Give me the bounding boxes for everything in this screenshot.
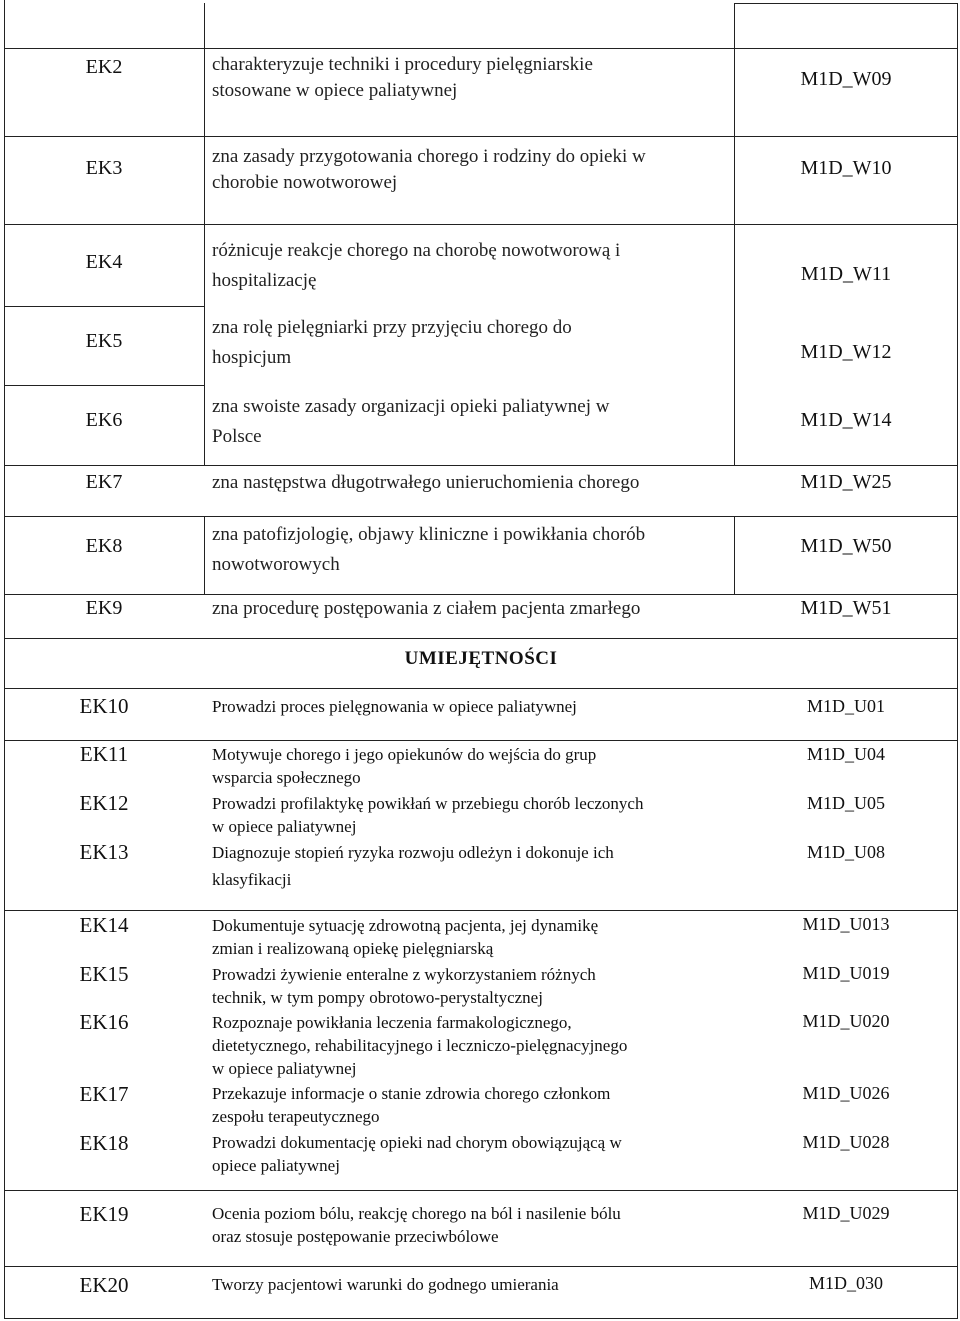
- row-description: [212, 695, 577, 718]
- row-description: [212, 520, 645, 580]
- row-code: EK8: [85, 535, 123, 557]
- row-description: [212, 963, 596, 1009]
- row-code: EK20: [79, 1273, 129, 1297]
- row-description: [212, 914, 598, 960]
- row-description-line: technik, w tym pompy obrotowo-perystaltycznej: [212, 988, 543, 1007]
- row-code: EK16: [79, 1010, 129, 1034]
- row-description-line: Ocenia poziom bólu, reakcję chorego na ból i nasilenie bólu: [212, 1204, 621, 1223]
- row-description-line: Tworzy pacjentowi warunki do godnego umierania: [212, 1275, 559, 1294]
- row-reference: M1D_U04: [806, 744, 885, 764]
- row-line-ek7: [4, 516, 958, 517]
- row-description-line: Prowadzi dokumentację opieki nad chorym obowiązującą w: [212, 1133, 622, 1152]
- row-description: [212, 1082, 610, 1128]
- row-line-ek3: [4, 224, 958, 225]
- row-code: EK10: [79, 694, 129, 718]
- row-reference: M1D_W50: [800, 535, 892, 557]
- row-code: EK6: [85, 409, 123, 431]
- row-line-ek4: [4, 306, 205, 307]
- row-code: EK19: [79, 1202, 129, 1226]
- row-description-line: klasyfikacji: [212, 870, 292, 889]
- row-line-top: [4, 48, 958, 49]
- row-line-ek2: [4, 136, 958, 137]
- row-line-ek10: [4, 740, 958, 741]
- row-description: [212, 1273, 559, 1296]
- row-code: EK17: [79, 1082, 129, 1106]
- row-description: [212, 792, 643, 838]
- row-description-line: stosowane w opiece paliatywnej: [212, 80, 458, 101]
- row-description-line: charakteryzuje techniki i procedury pielęgniarskie: [212, 54, 593, 75]
- row-line-section: [4, 688, 958, 689]
- row-description-line: zna następstwa długotrwałego unieruchomienia chorego: [212, 472, 640, 493]
- row-reference: M1D_U028: [802, 1132, 890, 1152]
- row-description: [212, 1011, 627, 1080]
- row-description: [212, 236, 620, 296]
- row-description-line: oraz stosuje postępowanie przeciwbólowe: [212, 1227, 499, 1246]
- column-divider-1b: [204, 516, 205, 594]
- row-description: [212, 594, 640, 624]
- row-description: [212, 841, 614, 891]
- row-reference: M1D_W11: [800, 263, 892, 285]
- row-code: EK7: [85, 471, 123, 493]
- row-description-line: Dokumentuje sytuację zdrowotną pacjenta, jej dynamikę: [212, 916, 599, 935]
- row-description: [212, 52, 593, 104]
- row-reference: M1D_U019: [802, 963, 890, 983]
- row-description: [212, 144, 646, 196]
- row-description-line: hospicjum: [212, 347, 292, 368]
- column-divider-1: [204, 3, 205, 465]
- row-description-line: opiece paliatywnej: [212, 1156, 340, 1175]
- row-code: EK15: [79, 962, 129, 986]
- row-description-line: nowotworowych: [212, 554, 340, 575]
- row-description-line: Prowadzi proces pielęgnowania w opiece paliatywnej: [212, 697, 577, 716]
- row-description-line: Prowadzi żywienie enteralne z wykorzystaniem różnych: [212, 965, 596, 984]
- section-title: UMIEJĘTNOŚCI: [404, 648, 558, 669]
- row-code: EK3: [85, 157, 123, 179]
- row-reference: M1D_W12: [800, 341, 892, 363]
- row-description-line: wsparcia społecznego: [212, 768, 361, 787]
- row-description-line: Przekazuje informacje o stanie zdrowia chorego członkom: [212, 1084, 611, 1103]
- row-reference: M1D_W51: [800, 597, 892, 619]
- row-description: [212, 392, 609, 452]
- row-description: [212, 1131, 622, 1177]
- row-description-line: zna swoiste zasady organizacji opieki paliatywnej w: [212, 396, 610, 417]
- row-description-line: Motywuje chorego i jego opiekunów do wejścia do grup: [212, 745, 597, 764]
- row-reference: M1D_W25: [800, 471, 892, 493]
- row-description-line: Prowadzi profilaktykę powikłań w przebiegu chorób leczonych: [212, 794, 644, 813]
- row-description-line: dietetycznego, rehabilitacyjnego i leczniczo-pielęgnacyjnego: [212, 1036, 628, 1055]
- row-description: [212, 1202, 621, 1248]
- row-description: [212, 743, 596, 789]
- row-code: EK5: [85, 330, 123, 352]
- row-reference: M1D_U029: [802, 1203, 890, 1223]
- row-code: EK14: [79, 913, 129, 937]
- row-description-line: w opiece paliatywnej: [212, 817, 357, 836]
- row-description-line: Rozpoznaje powikłania leczenia farmakologicznego,: [212, 1013, 572, 1032]
- row-reference: M1D_U01: [806, 696, 885, 716]
- row-description-line: zna rolę pielęgniarki przy przyjęciu chorego do: [212, 317, 572, 338]
- row-reference: M1D_U013: [802, 914, 890, 934]
- row-description-line: chorobie nowotworowej: [212, 172, 398, 193]
- row-line-ek6: [4, 465, 958, 466]
- row-reference: M1D_030: [808, 1273, 883, 1293]
- row-code: EK18: [79, 1131, 129, 1155]
- table-border-bottom: [4, 1318, 958, 1319]
- header-top-line: [734, 3, 958, 4]
- row-line-ek13: [4, 910, 958, 911]
- row-line-ek18: [4, 1190, 958, 1191]
- row-description-line: zmian i realizowaną opiekę pielęgniarską: [212, 939, 494, 958]
- row-description-line: w opiece paliatywnej: [212, 1059, 357, 1078]
- row-code: EK4: [85, 251, 123, 273]
- row-description: [212, 313, 572, 373]
- row-reference: M1D_W09: [800, 68, 892, 90]
- row-reference: M1D_U05: [806, 793, 885, 813]
- row-line-ek9: [4, 638, 958, 639]
- row-line-ek5: [4, 385, 205, 386]
- row-description: [212, 468, 639, 498]
- row-code: EK2: [85, 56, 123, 78]
- row-code: EK9: [85, 597, 123, 619]
- row-description-line: różnicuje reakcje chorego na chorobę nowotworową i: [212, 240, 621, 261]
- row-reference: M1D_W10: [800, 157, 892, 179]
- row-reference: M1D_W14: [800, 409, 892, 431]
- row-code: EK12: [79, 791, 129, 815]
- row-description-line: hospitalizację: [212, 270, 317, 291]
- row-description-line: zna procedurę postępowania z ciałem pacjenta zmarłego: [212, 598, 641, 619]
- row-description-line: Polsce: [212, 426, 262, 447]
- row-reference: M1D_U026: [802, 1083, 890, 1103]
- row-reference: M1D_U08: [806, 842, 885, 862]
- row-description-line: zespołu terapeutycznego: [212, 1107, 380, 1126]
- row-code: EK13: [79, 840, 129, 864]
- row-description-line: Diagnozuje stopień ryzyka rozwoju odleżyn i dokonuje ich: [212, 843, 614, 862]
- row-description-line: zna zasady przygotowania chorego i rodziny do opieki w: [212, 146, 646, 167]
- row-line-ek19: [4, 1266, 958, 1267]
- row-reference: M1D_U020: [802, 1011, 890, 1031]
- row-code: EK11: [79, 742, 129, 766]
- row-description-line: zna patofizjologię, objawy kliniczne i powikłania chorób: [212, 524, 646, 545]
